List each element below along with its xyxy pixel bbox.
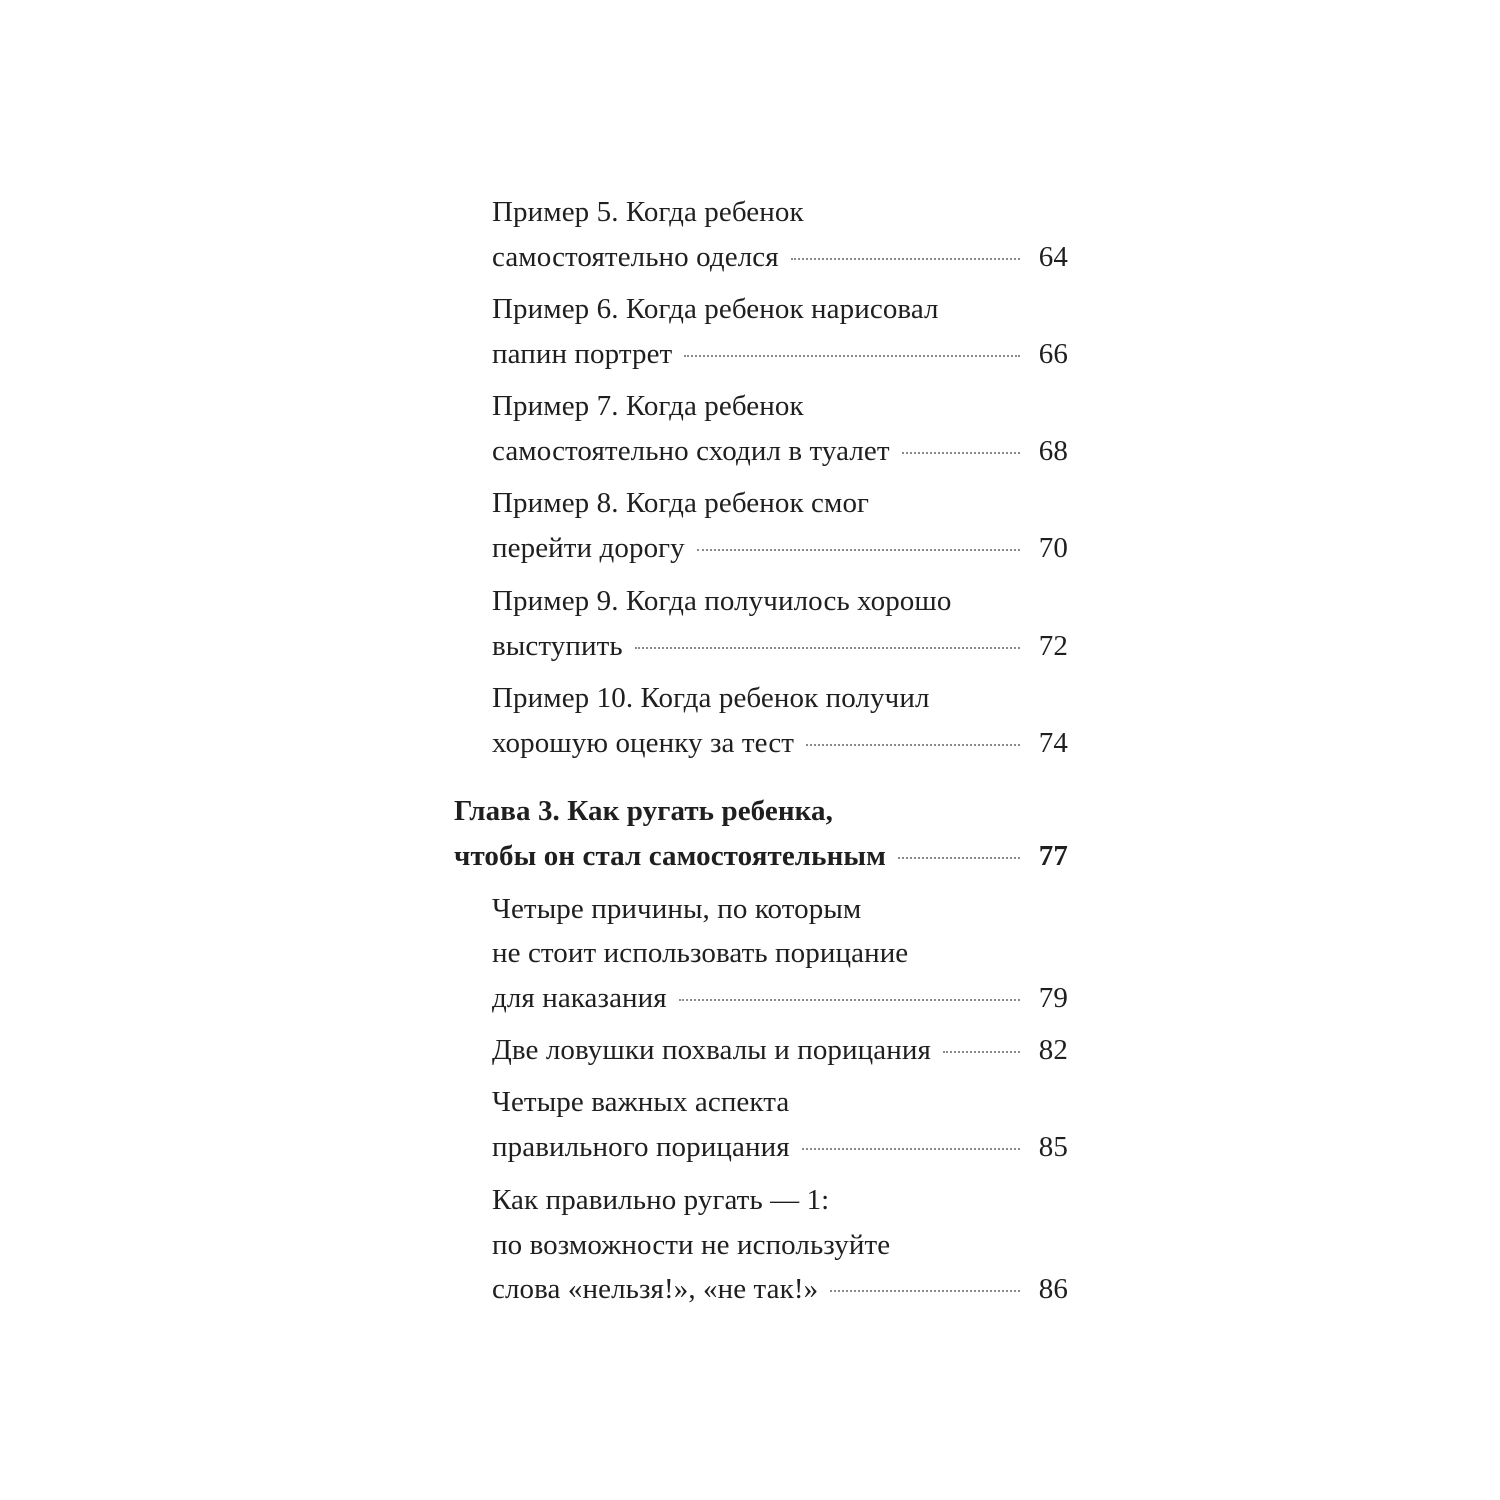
toc-chapter-line [454, 834, 1068, 878]
toc-entry-line [492, 1125, 1068, 1169]
toc-entry-text: хорошую оценку за тест [492, 727, 795, 759]
toc-entry-text: Пример 8. Когда ребенок смог [492, 487, 870, 519]
toc-entry-text: Четыре причины, по которым [492, 893, 862, 925]
toc-entry-text: самостоятельно оделся [492, 241, 779, 273]
toc-entry-text: для наказания [492, 982, 667, 1014]
dot-leader [635, 647, 1020, 649]
toc-page-number: 82 [1038, 1034, 1068, 1066]
dot-leader [943, 1051, 1020, 1053]
toc-entry-text: выступить [492, 630, 623, 662]
dot-leader [684, 355, 1020, 357]
toc-entry-line [492, 579, 951, 623]
toc-entry-text: по возможности не используйте [492, 1229, 891, 1261]
toc-entry-line [492, 976, 1068, 1020]
toc-entry-text: Четыре важных аспекта [492, 1086, 790, 1118]
toc-page-number: 68 [1038, 435, 1068, 467]
toc-entry-line [492, 287, 939, 331]
toc-chapter-text: чтобы он стал самостоятельным [454, 840, 887, 872]
toc-entry-line [492, 1223, 890, 1267]
toc-entry-text: перейти дорогу [492, 532, 685, 564]
toc-page-number: 66 [1038, 338, 1068, 370]
toc-page-number: 77 [1038, 840, 1068, 872]
toc-entry-line [492, 931, 908, 975]
toc-entry-line [492, 1178, 829, 1222]
toc-entry-text: Как правильно ругать — 1: [492, 1184, 830, 1216]
toc-page-number: 70 [1038, 532, 1068, 564]
toc-entry-text: правильного порицания [492, 1131, 790, 1163]
toc-page-number: 85 [1038, 1131, 1068, 1163]
toc-entry-text: папин портрет [492, 338, 673, 370]
dot-leader [898, 857, 1020, 859]
dot-leader [679, 999, 1020, 1001]
toc-page-number: 74 [1038, 727, 1068, 759]
dot-leader [802, 1148, 1020, 1150]
toc-page-number: 79 [1038, 982, 1068, 1014]
toc-entry-text: не стоит использовать порицание [492, 937, 909, 969]
toc-entry-line [492, 429, 1068, 473]
toc-entry-text: Пример 9. Когда получилось хорошо [492, 585, 952, 617]
toc-entry-line [492, 332, 1068, 376]
toc-entry-line [492, 1080, 789, 1124]
toc-entry-text: Пример 6. Когда ребенок нарисовал [492, 293, 939, 325]
toc-chapter-line [454, 789, 833, 833]
toc-entry-line [492, 190, 804, 234]
dot-leader [830, 1290, 1020, 1292]
toc-entry-text: Две ловушки похвалы и порицания [492, 1034, 931, 1066]
toc-entry-line [492, 235, 1068, 279]
toc-entry-text: Пример 10. Когда ребенок получил [492, 682, 930, 714]
toc-page-number: 72 [1038, 630, 1068, 662]
toc-entry-text: Пример 7. Когда ребенок [492, 390, 804, 422]
toc-entry-line [492, 676, 930, 720]
toc-entry-line [492, 721, 1068, 765]
dot-leader [697, 549, 1020, 551]
toc-page-number: 86 [1038, 1273, 1068, 1305]
toc-page-number: 64 [1038, 241, 1068, 273]
dot-leader [791, 258, 1020, 260]
toc-entry-line [492, 1267, 1068, 1311]
toc-entry-line [492, 481, 869, 525]
toc-chapter-text: Глава 3. Как ругать ребенка, [454, 795, 833, 827]
dot-leader [806, 744, 1020, 746]
toc-entry-line [492, 526, 1068, 570]
dot-leader [902, 452, 1020, 454]
toc-entry-line [492, 887, 861, 931]
toc-entry-line [492, 384, 804, 428]
toc-entry-line [492, 624, 1068, 668]
toc-entry-text: Пример 5. Когда ребенок [492, 196, 804, 228]
toc-entry-line [492, 1028, 1068, 1072]
toc-entry-text: самостоятельно сходил в туалет [492, 435, 890, 467]
toc-entry-text: слова «нельзя!», «не так!» [492, 1273, 819, 1305]
